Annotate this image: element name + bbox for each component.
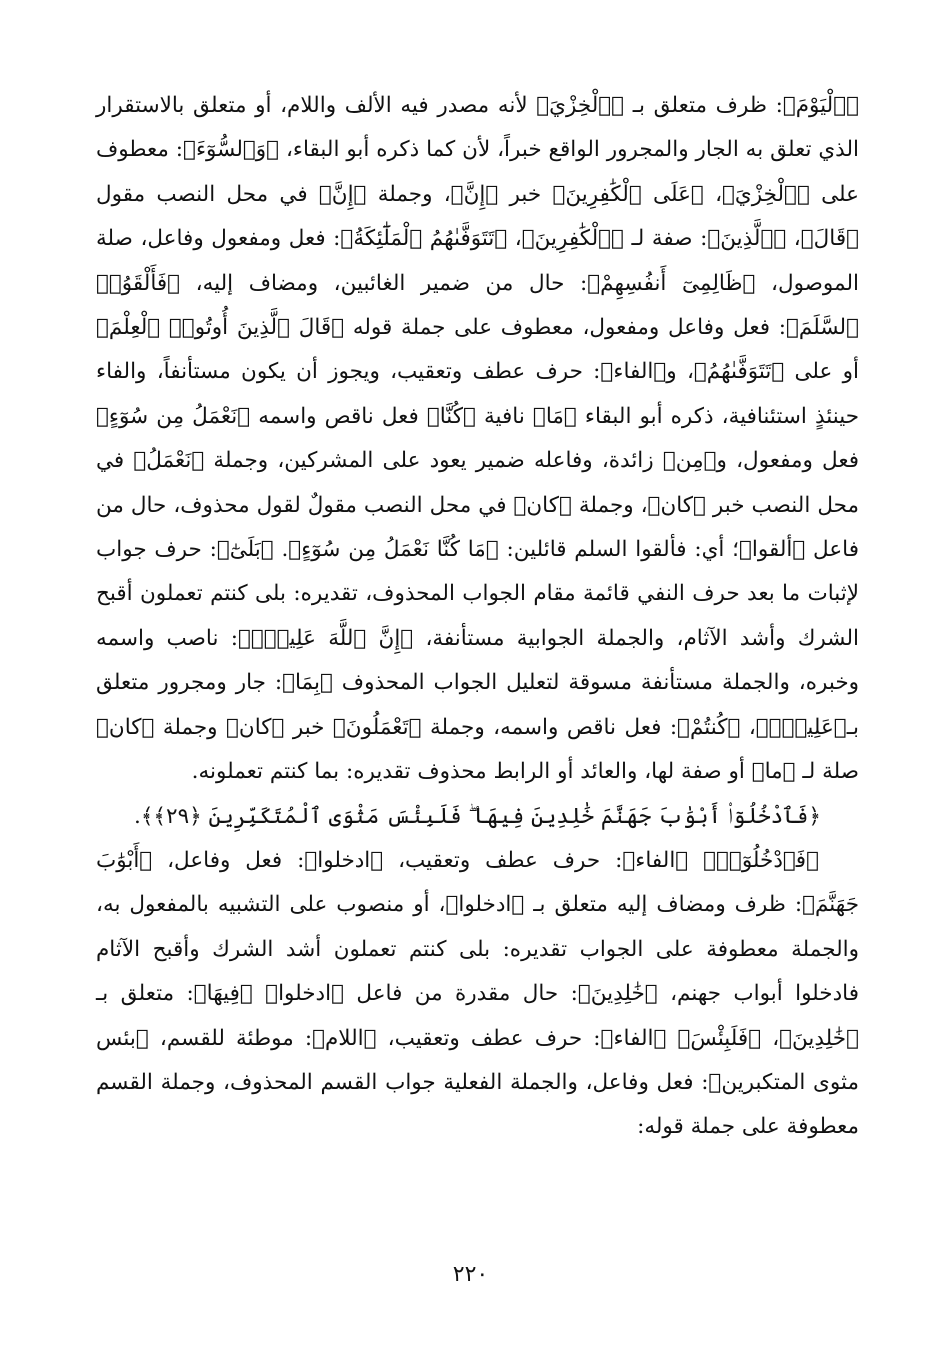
- paragraph-irab-first: ﴿ٱلْيَوْمَ﴾: ظرف متعلق بـ ﴿ٱلْخِزْيَ﴾ لأنه مصدر فيه الألف واللام، أو متعلق بالاستقرار الذي تعلق به الجار والمجرور الواقع خبراً، لأن كما ذكره أبو البقاء، ﴿وَٱلسُّوٓءَ﴾: معطوف على ﴿ٱلْخِزْيَ﴾، ﴿عَلَى ٱلْكَٰفِرِينَ﴾ خبر ﴿إِنَّ﴾، وجملة ﴿إِنَّ﴾ في محل النصب مقول ﴿قَالَ﴾، ﴿ٱلَّذِينَ﴾: صفة لـ ﴿ٱلْكَٰفِرِينَ﴾، ﴿تَتَوَفَّىٰهُمُ ٱلْمَلَٰٓئِكَةُ﴾: فعل ومفعول وفاعل، صلة الموصول، ﴿ظَالِمِىٓ أَنفُسِهِمْ﴾: حال من ضمير الغائبين، ومضاف إليه، ﴿فَأَلْقَوُا۟ ٱلسَّلَمَ﴾: فعل وفاعل ومفعول، معطوف على جملة قوله ﴿قَالَ ٱلَّذِينَ أُوتُوا۟ ٱلْعِلْمَ﴾ أو على ﴿تَتَوَفَّىٰهُمُ﴾، و﴿الفاء﴾: حرف عطف وتعقيب، ويجوز أن يكون مستأنفاً، والفاء حينئذٍ استئنافية، ذكره أبو البقاء ﴿مَا﴾ نافية ﴿كُنَّا﴾ فعل ناقص واسمه ﴿نَعْمَلُ مِن سُوٓءٍ﴾ فعل ومفعول، و﴿مِن﴾ زائدة، وفاعله ضمير يعود على المشركين، وجملة ﴿نَعْمَلُ﴾ في محل النصب خبر ﴿كان﴾، وجملة ﴿كان﴾ في محل النصب مقولٌ لقول محذوف، حال من فاعل ﴿ألقوا﴾؛ أي: فألقوا السلم قائلين: ﴿مَا كُنَّا نَعْمَلُ مِن سُوٓءٍ﴾. ﴿بَلَىٰٓ﴾: حرف جواب لإثبات ما بعد حرف النفي قائمة مقام الجواب المحذوف، تقديره: بلى كنتم تعملون أقبح الشرك وأشد الآثام، والجملة الجوابية مستأنفة، ﴿إِنَّ ٱللَّهَ عَلِيمٌۢ﴾: ناصب واسمه وخبره، والجملة مستأنفة مسوقة لتعليل الجواب المحذوف ﴿بِمَا﴾: جار ومجرور متعلق بـ﴿عَلِيمٌۢ﴾، ﴿كُنتُمْ﴾: فعل ناقص واسمه، وجملة ﴿تَعْمَلُونَ﴾ خبر ﴿كان﴾ وجملة ﴿كان﴾ صلة لـ ﴿ما﴾ أو صفة لها، والعائد أو الرابط محذوف تقديره: بما كنتم تعملونه.: [96, 93, 859, 785]
- page-body: [96, 84, 859, 1150]
- paragraph-irab-second: ﴿فَٱدْخُلُوٓا۟﴾ ﴿الفاء﴾: حرف عطف وتعقيب، ﴿ادخلوا﴾: فعل وفاعل، ﴿أَبْوَٰبَ جَهَنَّمَ﴾: ظرف ومضاف إليه متعلق بـ ﴿ادخلوا﴾، أو منصوب على التشبيه بالمفعول به، والجملة معطوفة على الجواب تقديره: بلى كنتم تعملون أشد الشرك وأقبح الآثام فادخلوا أبواب جهنم، ﴿خَٰلِدِينَ﴾: حال مقدرة من فاعل ﴿ادخلوا﴾ ﴿فِيهَا﴾: متعلق بـ ﴿خَٰلِدِينَ﴾، ﴿فَلَبِئْسَ﴾ ﴿الفاء﴾: حرف عطف وتعقيب، ﴿اللام﴾: موطئة للقسم، ﴿بئس مثوى المتكبرين﴾: فعل وفاعل، والجملة الفعلية جواب القسم المحذوف، وجملة القسم معطوفة على جملة قوله:: [96, 847, 859, 1140]
- page-number: ٢٢٠: [452, 1262, 489, 1287]
- quran-verse: ﴿فَٱدْخُلُوٓا۟ أَبْوَٰبَ جَهَنَّمَ خَٰلِدِينَ فِيهَا ۖ فَلَبِئْسَ مَثْوَى ٱلْمُتَكَبِّرِينَ ﴿٢٩﴾﴾.: [133, 803, 821, 829]
